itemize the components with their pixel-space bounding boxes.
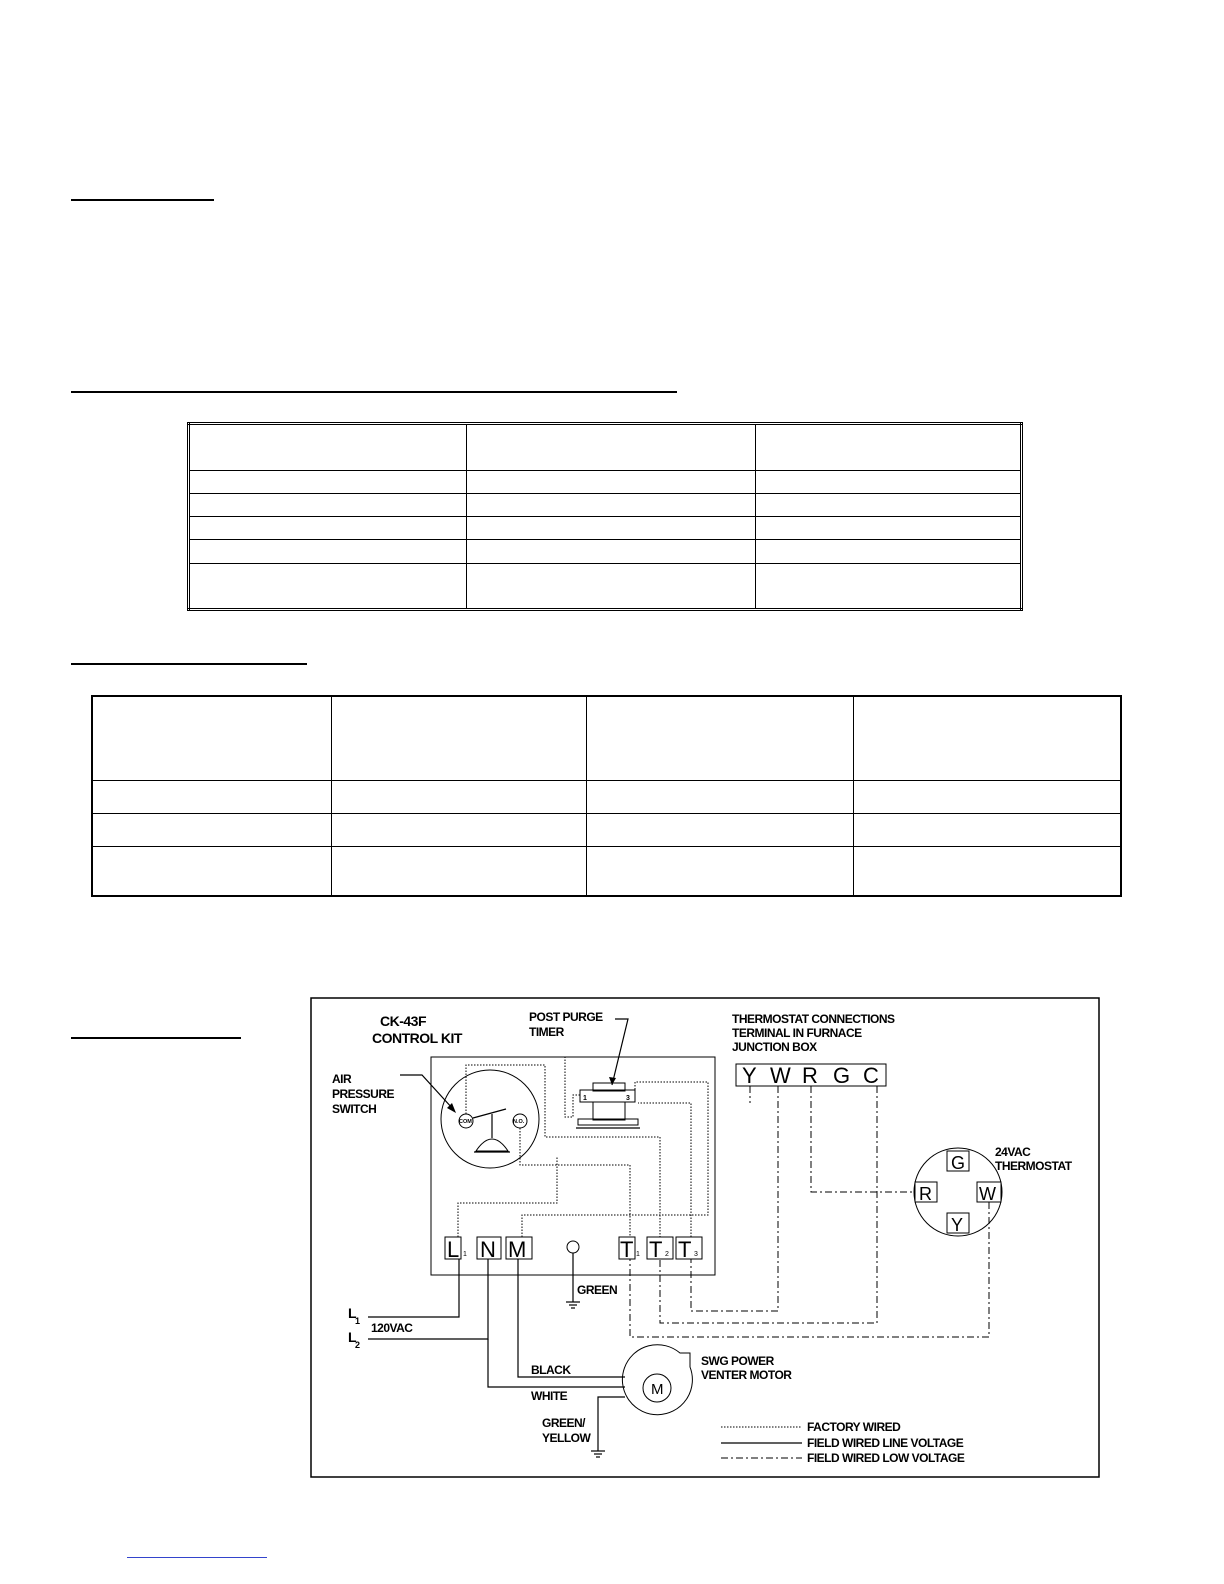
thermostat-connections-label-1: THERMOSTAT CONNECTIONS [732, 1012, 895, 1026]
section-heading-rule-1 [71, 199, 214, 201]
green-yellow-wire [598, 1397, 625, 1451]
air-pressure-label-2: PRESSURE [332, 1087, 395, 1101]
junction-w: W [770, 1063, 791, 1088]
section-heading-rule-2 [71, 391, 677, 393]
legend-field-line-voltage: FIELD WIRED LINE VOLTAGE [807, 1436, 964, 1450]
table-row [189, 493, 1022, 516]
black-label: BLACK [531, 1363, 571, 1377]
table-row [92, 813, 1121, 846]
air-pressure-label-3: SWITCH [332, 1102, 377, 1116]
junction-g: G [833, 1063, 851, 1088]
factory-wiring [458, 1057, 708, 1237]
l1-label: L [348, 1305, 357, 1321]
table-row [92, 696, 1121, 780]
table-row [189, 424, 1022, 471]
thermostat-label-1: 24VAC [995, 1145, 1031, 1159]
thermostat-g: G [951, 1153, 966, 1173]
terminal-m-label: M [508, 1237, 527, 1262]
voltage-label: 120VAC [371, 1321, 413, 1335]
timer-body [593, 1102, 625, 1120]
low-voltage-wiring [630, 1086, 989, 1337]
aps-leader-line [400, 1075, 453, 1109]
control-kit-label-1: CK-43F [380, 1013, 427, 1029]
terminal-l1-sub: 1 [463, 1251, 467, 1258]
legend-factory-wired: FACTORY WIRED [807, 1420, 901, 1434]
specification-table-2 [91, 695, 1122, 897]
ground-screw [567, 1241, 579, 1253]
terminal-t3-label: T [678, 1237, 692, 1262]
black-wire [518, 1259, 625, 1377]
terminal-t1-sub: 1 [636, 1251, 640, 1258]
junction-box-terminals [736, 1063, 886, 1088]
motor-label-2: VENTER MOTOR [701, 1368, 792, 1382]
venter-motor-housing [622, 1345, 692, 1415]
control-kit-box [431, 1057, 715, 1275]
timer-leader-arrow [609, 1077, 616, 1085]
diagram-frame [311, 998, 1099, 1477]
l2-label: L [348, 1329, 357, 1345]
control-kit-label-2: CONTROL KIT [372, 1030, 462, 1046]
terminal-n-label: N [480, 1237, 496, 1262]
terminal-t3-sub: 3 [694, 1251, 698, 1258]
terminal-t1-label: T [620, 1237, 634, 1262]
table-row [189, 470, 1022, 493]
thermostat-y: Y [951, 1215, 964, 1235]
post-purge-label-1: POST PURGE [529, 1010, 603, 1024]
timer-leader-line [612, 1019, 628, 1085]
post-purge-label-2: TIMER [529, 1025, 564, 1039]
table-row [189, 563, 1022, 610]
white-label: WHITE [531, 1389, 568, 1403]
legend [721, 1420, 965, 1465]
junction-y: Y [742, 1063, 757, 1088]
section-heading-rule-3 [71, 663, 307, 665]
table-row [189, 517, 1022, 540]
green-label: GREEN [577, 1283, 618, 1297]
motor-label-1: SWG POWER [701, 1354, 774, 1368]
aps-com-label: COM [459, 1119, 472, 1125]
green-yellow-label-1: GREEN/ [542, 1416, 586, 1430]
terminal-l1-label: L [447, 1237, 460, 1262]
table-row [189, 540, 1022, 563]
thermostat-connections-label-2: TERMINAL IN FURNACE [732, 1026, 862, 1040]
aps-no-label: N.O. [513, 1119, 525, 1125]
thermostat-connections-label-3: JUNCTION BOX [732, 1040, 817, 1054]
section-heading-rule-4 [71, 1037, 241, 1039]
timer-pin-3-label: 3 [626, 1095, 630, 1102]
aps-switch-arm [473, 1109, 506, 1118]
specification-table-1 [187, 422, 1023, 611]
l1-sub: 1 [355, 1316, 361, 1326]
footer-link-rule [127, 1557, 267, 1558]
legend-field-low-voltage: FIELD WIRED LOW VOLTAGE [807, 1451, 965, 1465]
wiring-diagram [310, 997, 1100, 1478]
table-row [92, 846, 1121, 896]
thermostat-r: R [919, 1184, 932, 1204]
terminal-t2-label: T [649, 1237, 663, 1262]
junction-c: C [863, 1063, 879, 1088]
green-yellow-label-2: YELLOW [542, 1431, 591, 1445]
aps-diaphragm [476, 1139, 508, 1151]
thermostat-w: W [979, 1184, 996, 1204]
thermostat-label-2: THERMOSTAT [995, 1159, 1072, 1173]
air-pressure-label-1: AIR [332, 1072, 352, 1086]
timer-pin-1-label: 1 [583, 1095, 587, 1102]
table-row [92, 780, 1121, 813]
motor-symbol-label: M [651, 1381, 664, 1398]
terminal-t2-sub: 2 [665, 1251, 669, 1258]
junction-r: R [802, 1063, 818, 1088]
l2-sub: 2 [355, 1340, 361, 1350]
l1-wire [368, 1259, 459, 1317]
